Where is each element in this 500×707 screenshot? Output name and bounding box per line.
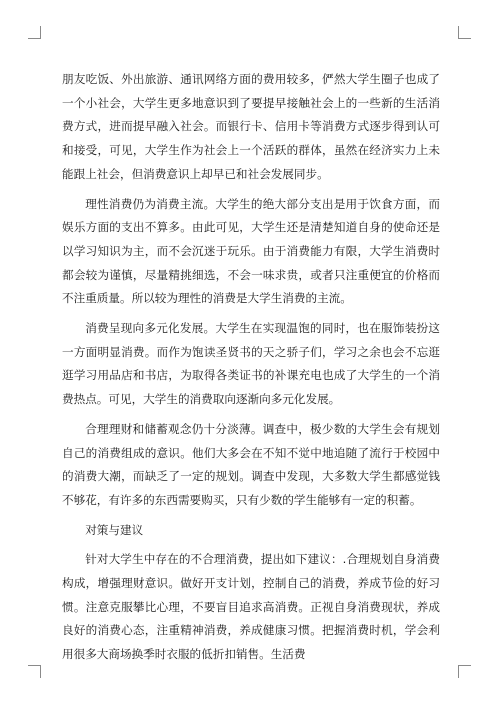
section-heading: 对策与建议 <box>85 522 144 537</box>
paragraph-social-consumption: 朋友吃饭、外出旅游、通讯网络方面的费用较多，俨然大学生圈子也成了一个小社会，大学生更多地意识到了要提早接触社会上的一些新的生活消费方式，进而提早融入社会。而银行卡、信用卡等消费方式逐步得到认可和接受，可见，大学生作为社会上一个活跃的群体，虽然在经济实力上未能跟上社会，但消费意识上却早已和社会发展同步。 <box>62 72 440 181</box>
crop-mark-top-right <box>458 26 471 39</box>
paragraph-suggestions: 针对大学生中存在的不合理消费，提出如下建议：.合理规划自身消费构成，增强理财意识。做好开支计划，控制自己的消费，养成节俭的好习惯。注意克服攀比心理，不要盲目追求高消费。正视自身消费现状，养成良好的消费心态，注重精神消费，养成健康习惯。把握消费时机，学会利用很多大商场换季时衣服的低折扣销售。生活费 <box>62 552 440 662</box>
document-body <box>62 68 440 673</box>
crop-mark-bottom-right <box>458 665 471 678</box>
paragraph-financial-planning: 合理理财和储蓄观念仍十分淡薄。调查中，极少数的大学生会有规划自己的消费组成的意识。他们大多会在不知不觉中地追随了流行于校园中的消费大潮，而缺乏了一定的规划。调查中发现，大多数大学生都感觉钱不够花，有许多的东西需要购买，只有少数的学生能够有一定的积蓄。 <box>62 421 440 507</box>
crop-mark-bottom-left <box>28 665 41 678</box>
paragraph-diversified-consumption: 消费呈现向多元化发展。大学生在实现温饱的同时，也在服饰装扮这一方面明显消费。而作为饱读圣贤书的天之骄子们，学习之余也会不忘逛逛学习用品店和书店，为取得各类证书的补课充电也成了大学生的一个消费热点。可见，大学生的消费取向逐渐向多元化发展。 <box>62 321 440 407</box>
crop-mark-top-left <box>28 26 41 39</box>
paragraph-rational-consumption: 理性消费仍为消费主流。大学生的绝大部分支出是用于饮食方面，而娱乐方面的支出不算多。由此可见，大学生还是清楚知道自身的使命还是以学习知识为主，而不会沉迷于玩乐。由于消费能力有限，大学生消费时都会较为谨慎，尽量精挑细选，不会一味求贵，或者只注重便宜的价格而不注重质量。所以较为理性的消费是大学生消费的主流。 <box>62 196 440 306</box>
